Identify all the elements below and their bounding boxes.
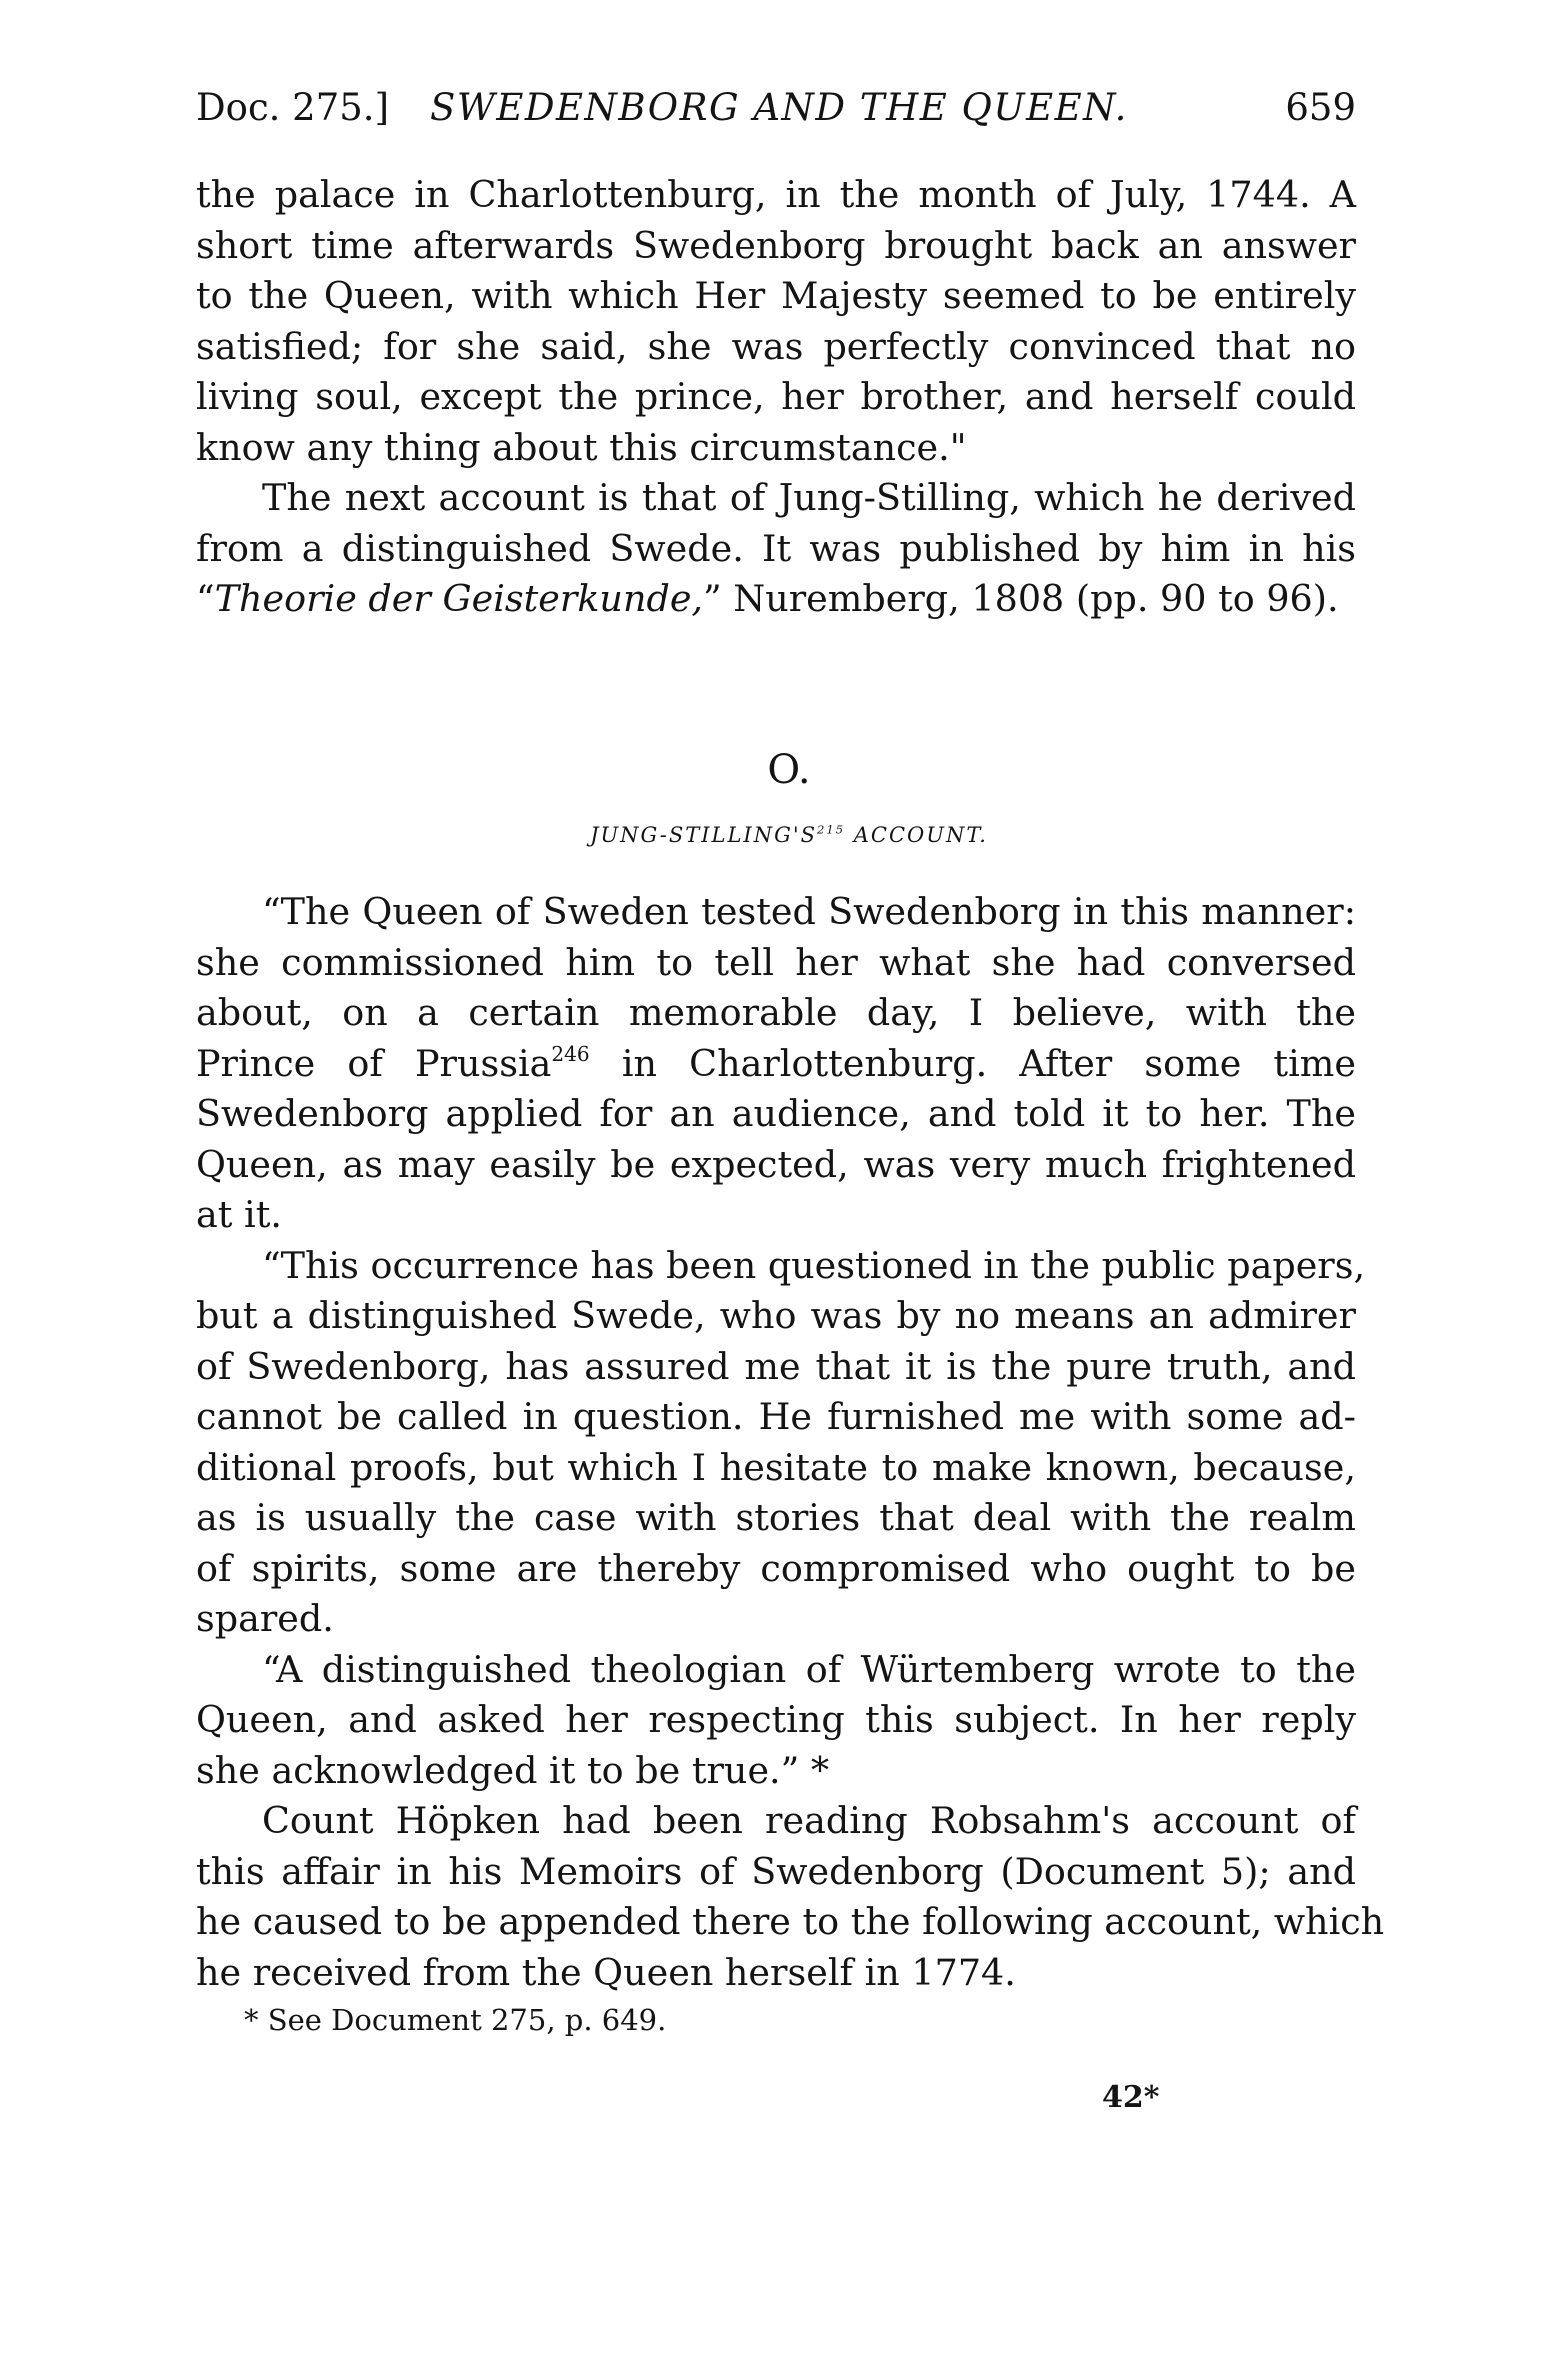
text-span: in Charlottenburg. After some time bbox=[589, 1041, 1356, 1085]
text-line: he caused to be appended there to the following account, which bbox=[196, 1900, 1385, 1943]
text-line: the palace in Charlottenburg, in the month of July, 1744. A bbox=[196, 173, 1356, 216]
section-heading bbox=[0, 820, 1552, 850]
text-line: living soul, except the prince, her brother, and herself could bbox=[196, 375, 1356, 418]
text-line: “A distinguished theologian of Würtemberg wrote to the bbox=[262, 1647, 1356, 1691]
text-line: cannot be called in question. He furnished me with some ad- bbox=[196, 1395, 1356, 1438]
text-line: from a distinguished Swede. It was published by him in his bbox=[196, 526, 1356, 570]
footnote: * See Document 275, p. 649. bbox=[244, 2003, 667, 2037]
book-title: Theorie der Geisterkunde, bbox=[214, 577, 704, 620]
text-line: ditional proofs, but which I hesitate to make known, because, bbox=[196, 1445, 1356, 1489]
text-block-top bbox=[196, 170, 1356, 625]
text-line: Count Höpken had been reading Robsahm's account of bbox=[262, 1799, 1356, 1842]
section-heading-text: JUNG-STILLING'S bbox=[590, 823, 817, 847]
running-title: SWEDENBORG AND THE QUEEN. bbox=[430, 86, 1128, 129]
text-line: about, on a certain memorable day, I believe, with the bbox=[196, 991, 1356, 1034]
text-line: this affair in his Memoirs of Swedenborg (Document 5); and bbox=[196, 1849, 1356, 1893]
text-line bbox=[196, 1039, 1356, 1090]
text-line: at it. bbox=[196, 1193, 282, 1236]
citation: ” Nuremberg, 1808 (pp. 90 to 96). bbox=[703, 577, 1339, 620]
text-line: he received from the Queen herself in 1774. bbox=[196, 1950, 1016, 1994]
running-head bbox=[196, 78, 1356, 138]
text-line: of Swedenborg, has assured me that it is the pure truth, and bbox=[196, 1344, 1356, 1388]
footnote-ref: 246 bbox=[551, 1041, 590, 1066]
text-line: short time afterwards Swedenborg brought back an answer bbox=[196, 223, 1356, 267]
text-line: “The Queen of Sweden tested Swedenborg in this manner: bbox=[262, 890, 1356, 933]
text-line: but a distinguished Swede, who was by no means an admirer bbox=[196, 1294, 1356, 1337]
text-line: as is usually the case with stories that deal with the realm bbox=[196, 1496, 1356, 1539]
open-quote: “ bbox=[196, 577, 215, 620]
text-line: of spirits, some are thereby compromised who ought to be bbox=[196, 1546, 1356, 1590]
footnote-ref: 215 bbox=[817, 822, 846, 837]
text-line: she commissioned him to tell her what she had conversed bbox=[196, 940, 1356, 984]
text-line: know any thing about this circumstance." bbox=[196, 425, 967, 469]
text-line: satisfied; for she said, she was perfectly convinced that no bbox=[196, 324, 1356, 368]
section-letter: O. bbox=[767, 747, 811, 793]
text-line: spared. bbox=[196, 1597, 334, 1640]
section-heading-tail: ACCOUNT. bbox=[845, 823, 988, 847]
text-line: to the Queen, with which Her Majesty seemed to be entirely bbox=[196, 274, 1356, 317]
page-number: 659 bbox=[1285, 86, 1356, 129]
text-line: she acknowledged it to be true.” * bbox=[196, 1748, 830, 1792]
signature-mark: 42* bbox=[1102, 2080, 1160, 2115]
text-line: “This occurrence has been questioned in the public papers, bbox=[262, 1243, 1366, 1287]
text-line: Queen, as may easily be expected, was very much frightened bbox=[196, 1142, 1356, 1186]
document-reference: Doc. 275.] bbox=[196, 86, 390, 129]
text-block-main bbox=[196, 887, 1385, 1998]
text-line bbox=[196, 574, 1356, 625]
text-line: The next account is that of Jung-Stilling, which he derived bbox=[262, 476, 1356, 519]
text-line: Queen, and asked her respecting this subject. In her reply bbox=[196, 1698, 1356, 1741]
text-span: Prince of Prussia bbox=[196, 1041, 552, 1085]
text-line: Swedenborg applied for an audience, and told it to her. The bbox=[196, 1092, 1356, 1135]
